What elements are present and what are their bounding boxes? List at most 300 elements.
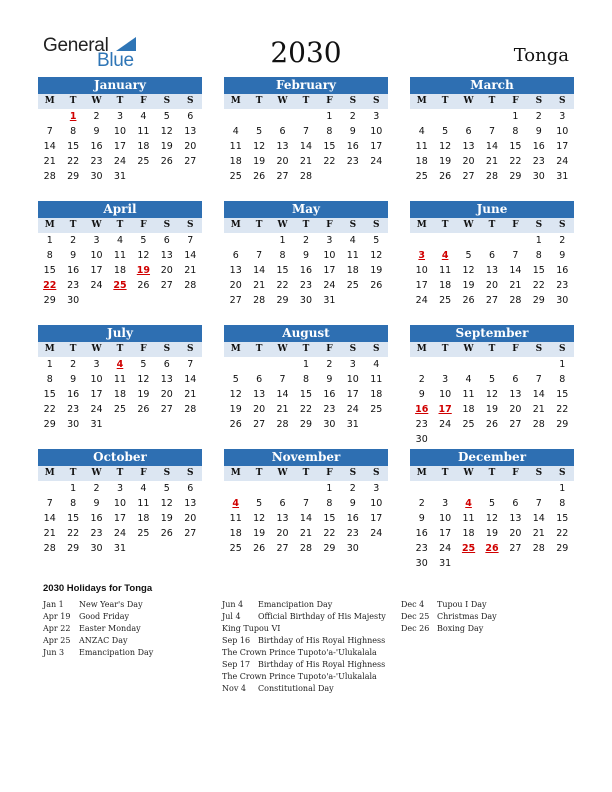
day-cell: 17 [113,141,127,152]
day-cell: 13 [276,141,289,152]
day-cell: 20 [485,280,499,291]
day-cell: 2 [70,359,77,370]
weekday-label: W [277,468,288,478]
day-cell: 9 [302,250,309,261]
day-cell: 7 [187,235,194,246]
month-february [224,77,388,184]
holiday-entry [222,683,386,695]
day-cell: 16 [556,265,569,276]
day-cell: 22 [556,404,569,415]
month-header: September [410,325,574,342]
holiday-date: Sep 17 [222,660,251,669]
day-cell: 7 [302,498,309,509]
empty-day-cell [132,293,155,308]
day-cell: 27 [509,543,522,554]
day-cell: 3 [93,359,100,370]
holiday-name: Emancipation Day [79,648,154,657]
day-cell: 25 [439,295,452,306]
day-cell: 18 [370,389,383,400]
holiday-date: Dec 25 [401,612,430,621]
empty-day-cell [155,417,178,432]
holiday-entry [222,611,386,623]
week-row [224,169,388,184]
day-cell: 18 [137,141,150,152]
day-cell: 1 [326,483,333,494]
weekday-label: T [69,468,77,478]
holiday-name: Easter Monday [79,624,141,633]
week-row [410,109,574,124]
day-cell: 28 [184,280,197,291]
day-cell: 4 [232,126,239,137]
day-cell: 6 [279,126,286,137]
day-cell: 7 [512,250,519,261]
day-cell: 17 [90,265,103,276]
week-row [38,526,202,541]
day-cell: 6 [256,374,263,385]
empty-day-cell [480,481,503,496]
day-cell: 9 [535,126,542,137]
day-cell: 28 [43,171,56,182]
weekday-label: F [140,220,147,230]
day-cell: 29 [43,419,56,430]
day-cell: 25 [137,156,150,167]
week-row [38,402,202,417]
day-cell: 24 [90,404,103,415]
day-cell: 30 [346,543,359,554]
empty-day-cell [271,109,294,124]
day-cell: 23 [346,528,359,539]
day-cell: 17 [90,389,103,400]
weekday-label: F [326,220,333,230]
logo-general-text: General [43,35,109,56]
weekday-label: T [69,220,77,230]
day-cell: 7 [488,126,495,137]
day-cell: 28 [276,419,289,430]
day-cell: 1 [70,483,77,494]
holiday-name-continued: The Crown Prince Tupoto'a-'Ulukalala [222,672,377,681]
empty-day-cell [155,541,178,556]
day-cell: 12 [137,250,150,261]
day-cell: 26 [160,528,173,539]
weekday-label: T [255,96,263,106]
week-row [224,357,388,372]
week-row [38,387,202,402]
day-cell: 12 [485,513,499,524]
weekday-label: T [441,344,449,354]
day-cell: 15 [43,389,56,400]
day-cell: 19 [137,389,150,400]
weekday-header-row [410,342,574,357]
month-header: April [38,201,202,218]
day-cell: 4 [116,235,123,246]
day-cell: 5 [140,359,147,370]
empty-day-cell [457,556,480,571]
day-cell: 23 [415,419,428,430]
day-cell: 12 [485,389,499,400]
day-cell: 27 [229,295,242,306]
weekday-label: T [302,344,310,354]
holiday-entry [43,599,153,611]
day-cell: 22 [323,156,336,167]
weekday-label: T [255,344,263,354]
day-cell: 1 [46,359,53,370]
empty-day-cell [433,357,456,372]
day-cell: 3 [116,483,123,494]
day-cell: 24 [113,528,127,539]
day-cell: 30 [90,543,103,554]
month-september [410,325,574,447]
empty-day-cell [433,233,456,248]
weekday-label: T [116,96,124,106]
holiday-date: Jun 3 [43,648,65,657]
day-cell: 11 [229,513,242,524]
day-cell: 4 [418,126,425,137]
day-cell: 12 [137,374,150,385]
day-cell: 9 [349,498,356,509]
weekday-label: F [326,344,333,354]
month-header: June [410,201,574,218]
day-cell: 23 [323,404,336,415]
day-cell: 3 [93,235,100,246]
day-cell: 10 [323,250,336,261]
day-cell: 24 [415,295,428,306]
weekday-label: F [512,344,519,354]
day-cell: 17 [370,141,383,152]
weekday-label: F [140,344,147,354]
holiday-name: Boxing Day [437,624,484,633]
day-cell: 11 [415,141,428,152]
day-cell: 22 [67,156,80,167]
day-cell: 30 [299,295,313,306]
week-row [38,293,202,308]
day-cell: 3 [442,498,449,509]
day-cell: 21 [485,156,499,167]
weekday-label: S [186,468,194,478]
empty-day-cell [247,481,270,496]
day-cell: 18 [229,156,242,167]
day-cell: 21 [276,404,289,415]
day-cell: 20 [160,389,173,400]
day-cell: 13 [160,250,173,261]
day-cell: 11 [462,513,475,524]
weekday-label: M [230,220,241,230]
day-cell: 29 [67,543,80,554]
day-cell: 20 [276,156,289,167]
empty-day-cell [179,541,202,556]
holiday-date: Nov 4 [222,684,246,693]
day-cell: 2 [93,483,100,494]
holiday-day-cell: 17 [438,404,452,415]
holiday-day-cell: 22 [43,280,57,291]
weekday-label: W [277,96,288,106]
day-cell: 23 [346,156,359,167]
day-cell: 17 [346,389,359,400]
weekday-label: W [91,220,102,230]
day-cell: 19 [253,156,266,167]
day-cell: 24 [439,543,452,554]
day-cell: 17 [113,513,127,524]
empty-day-cell [224,481,247,496]
day-cell: 21 [299,528,313,539]
holiday-day-cell: 16 [415,404,429,415]
empty-day-cell [504,233,527,248]
day-cell: 29 [556,543,569,554]
day-cell: 15 [532,265,545,276]
weekday-label: F [140,468,147,478]
holiday-entry [43,635,153,647]
day-cell: 18 [113,265,127,276]
day-cell: 22 [556,528,569,539]
day-cell: 28 [184,404,197,415]
day-cell: 22 [299,404,313,415]
month-header: July [38,325,202,342]
week-row [224,109,388,124]
holiday-day-cell: 4 [465,498,472,509]
empty-day-cell [247,233,270,248]
day-cell: 24 [439,419,452,430]
empty-day-cell [271,481,294,496]
day-cell: 29 [299,419,313,430]
day-cell: 24 [323,280,336,291]
day-cell: 14 [43,513,56,524]
empty-day-cell [294,481,317,496]
weekday-label: T [302,220,310,230]
holiday-day-cell: 4 [441,250,449,261]
weekday-header-row [224,466,388,481]
day-cell: 19 [370,265,383,276]
day-cell: 11 [113,374,127,385]
day-cell: 9 [418,389,425,400]
day-cell: 10 [370,126,383,137]
day-cell: 28 [253,295,266,306]
empty-day-cell [271,357,294,372]
day-cell: 14 [532,513,545,524]
day-cell: 30 [67,295,80,306]
day-cell: 12 [439,141,452,152]
holiday-name: Emancipation Day [258,600,333,609]
holiday-name: Birthday of His Royal Highness [258,636,386,645]
day-cell: 10 [439,513,452,524]
day-cell: 21 [43,156,56,167]
holidays-title: 2030 Holidays for Tonga [43,583,153,594]
day-cell: 25 [415,171,428,182]
day-cell: 16 [346,513,359,524]
day-cell: 14 [43,141,56,152]
weekday-label: S [349,344,357,354]
day-cell: 10 [346,374,359,385]
week-row [410,293,574,308]
day-cell: 31 [439,558,452,569]
day-cell: 3 [373,483,380,494]
week-row [38,233,202,248]
day-cell: 2 [418,374,425,385]
holiday-entry [401,611,497,623]
week-row [410,233,574,248]
day-cell: 10 [556,126,569,137]
empty-day-cell [527,481,550,496]
holiday-day-cell: 3 [418,250,426,261]
week-row [38,139,202,154]
holiday-date: Jan 1 [43,600,64,609]
week-row [410,248,574,263]
weekday-label: W [91,96,102,106]
day-cell: 18 [462,404,475,415]
day-cell: 28 [485,171,499,182]
day-cell: 12 [253,513,266,524]
week-row [410,169,574,184]
weekday-label: W [463,220,474,230]
empty-day-cell [179,417,202,432]
day-cell: 30 [415,434,428,445]
day-cell: 20 [509,528,522,539]
day-cell: 9 [349,126,356,137]
day-cell: 8 [46,374,53,385]
day-cell: 29 [276,295,289,306]
empty-day-cell [551,432,574,447]
weekday-label: S [372,96,380,106]
weekday-label: F [512,220,519,230]
weekday-header-row [410,466,574,481]
day-cell: 20 [253,404,266,415]
week-row [224,402,388,417]
day-cell: 30 [67,419,80,430]
weekday-label: T [116,220,124,230]
weekday-label: T [69,96,77,106]
empty-day-cell [410,233,433,248]
week-row [410,139,574,154]
day-cell: 30 [323,419,336,430]
empty-day-cell [457,432,480,447]
empty-day-cell [457,481,480,496]
day-cell: 2 [93,111,100,122]
day-cell: 21 [299,156,313,167]
week-row [38,169,202,184]
week-row [224,139,388,154]
week-row [38,124,202,139]
month-header: December [410,449,574,466]
day-cell: 11 [137,498,150,509]
day-cell: 9 [93,498,100,509]
weekday-label: F [140,96,147,106]
day-cell: 26 [253,543,266,554]
day-cell: 9 [70,250,77,261]
day-cell: 30 [556,295,569,306]
day-cell: 2 [326,359,333,370]
holiday-name: Tupou I Day [437,600,487,609]
empty-day-cell [527,432,550,447]
day-cell: 5 [140,235,147,246]
day-cell: 8 [326,498,333,509]
weekday-header-row [38,218,202,233]
day-cell: 21 [509,280,522,291]
weekday-label: M [44,468,55,478]
day-cell: 16 [90,513,103,524]
week-row [410,372,574,387]
day-cell: 2 [559,235,566,246]
day-cell: 4 [373,359,380,370]
day-cell: 18 [346,265,359,276]
holiday-column [401,599,497,635]
week-row [410,541,574,556]
weekday-label: T [488,96,496,106]
day-cell: 13 [485,265,499,276]
day-cell: 26 [137,404,150,415]
day-cell: 27 [160,404,173,415]
day-cell: 5 [465,250,472,261]
holiday-date: Dec 26 [401,624,430,633]
day-cell: 9 [418,513,425,524]
day-cell: 10 [90,374,103,385]
weekday-label: M [44,344,55,354]
holiday-column [222,599,386,695]
weekday-label: T [116,468,124,478]
day-cell: 11 [137,126,150,137]
day-cell: 23 [415,543,428,554]
day-cell: 15 [509,141,522,152]
empty-day-cell [527,556,550,571]
empty-day-cell [38,481,61,496]
day-cell: 26 [439,171,452,182]
month-header: May [224,201,388,218]
day-cell: 13 [184,126,197,137]
day-cell: 11 [370,374,383,385]
weekday-label: T [488,468,496,478]
day-cell: 3 [442,374,449,385]
day-cell: 4 [349,235,356,246]
day-cell: 26 [253,171,266,182]
day-cell: 22 [323,528,336,539]
day-cell: 3 [559,111,566,122]
day-cell: 24 [346,404,359,415]
month-header: March [410,77,574,94]
day-cell: 27 [184,156,197,167]
day-cell: 24 [370,156,383,167]
day-cell: 23 [556,280,569,291]
weekday-label: T [255,220,263,230]
day-cell: 7 [302,126,309,137]
weekday-label: T [302,468,310,478]
day-cell: 7 [535,374,542,385]
week-row [38,278,202,293]
week-row [410,387,574,402]
weekday-label: T [441,220,449,230]
empty-day-cell [224,109,247,124]
day-cell: 12 [229,389,242,400]
week-row [410,417,574,432]
day-cell: 16 [90,141,103,152]
day-cell: 5 [163,111,170,122]
weekday-label: M [416,220,427,230]
day-cell: 22 [67,528,80,539]
day-cell: 17 [439,528,452,539]
day-cell: 5 [488,374,495,385]
day-cell: 29 [556,419,569,430]
week-row [410,481,574,496]
day-cell: 16 [415,528,428,539]
day-cell: 10 [370,498,383,509]
week-row [410,278,574,293]
day-cell: 13 [160,374,173,385]
day-cell: 14 [485,141,499,152]
week-row [224,263,388,278]
empty-day-cell [504,432,527,447]
day-cell: 1 [559,359,566,370]
week-row [224,248,388,263]
weekday-label: M [44,96,55,106]
week-row [224,496,388,511]
day-cell: 13 [509,513,522,524]
weekday-header-row [224,342,388,357]
